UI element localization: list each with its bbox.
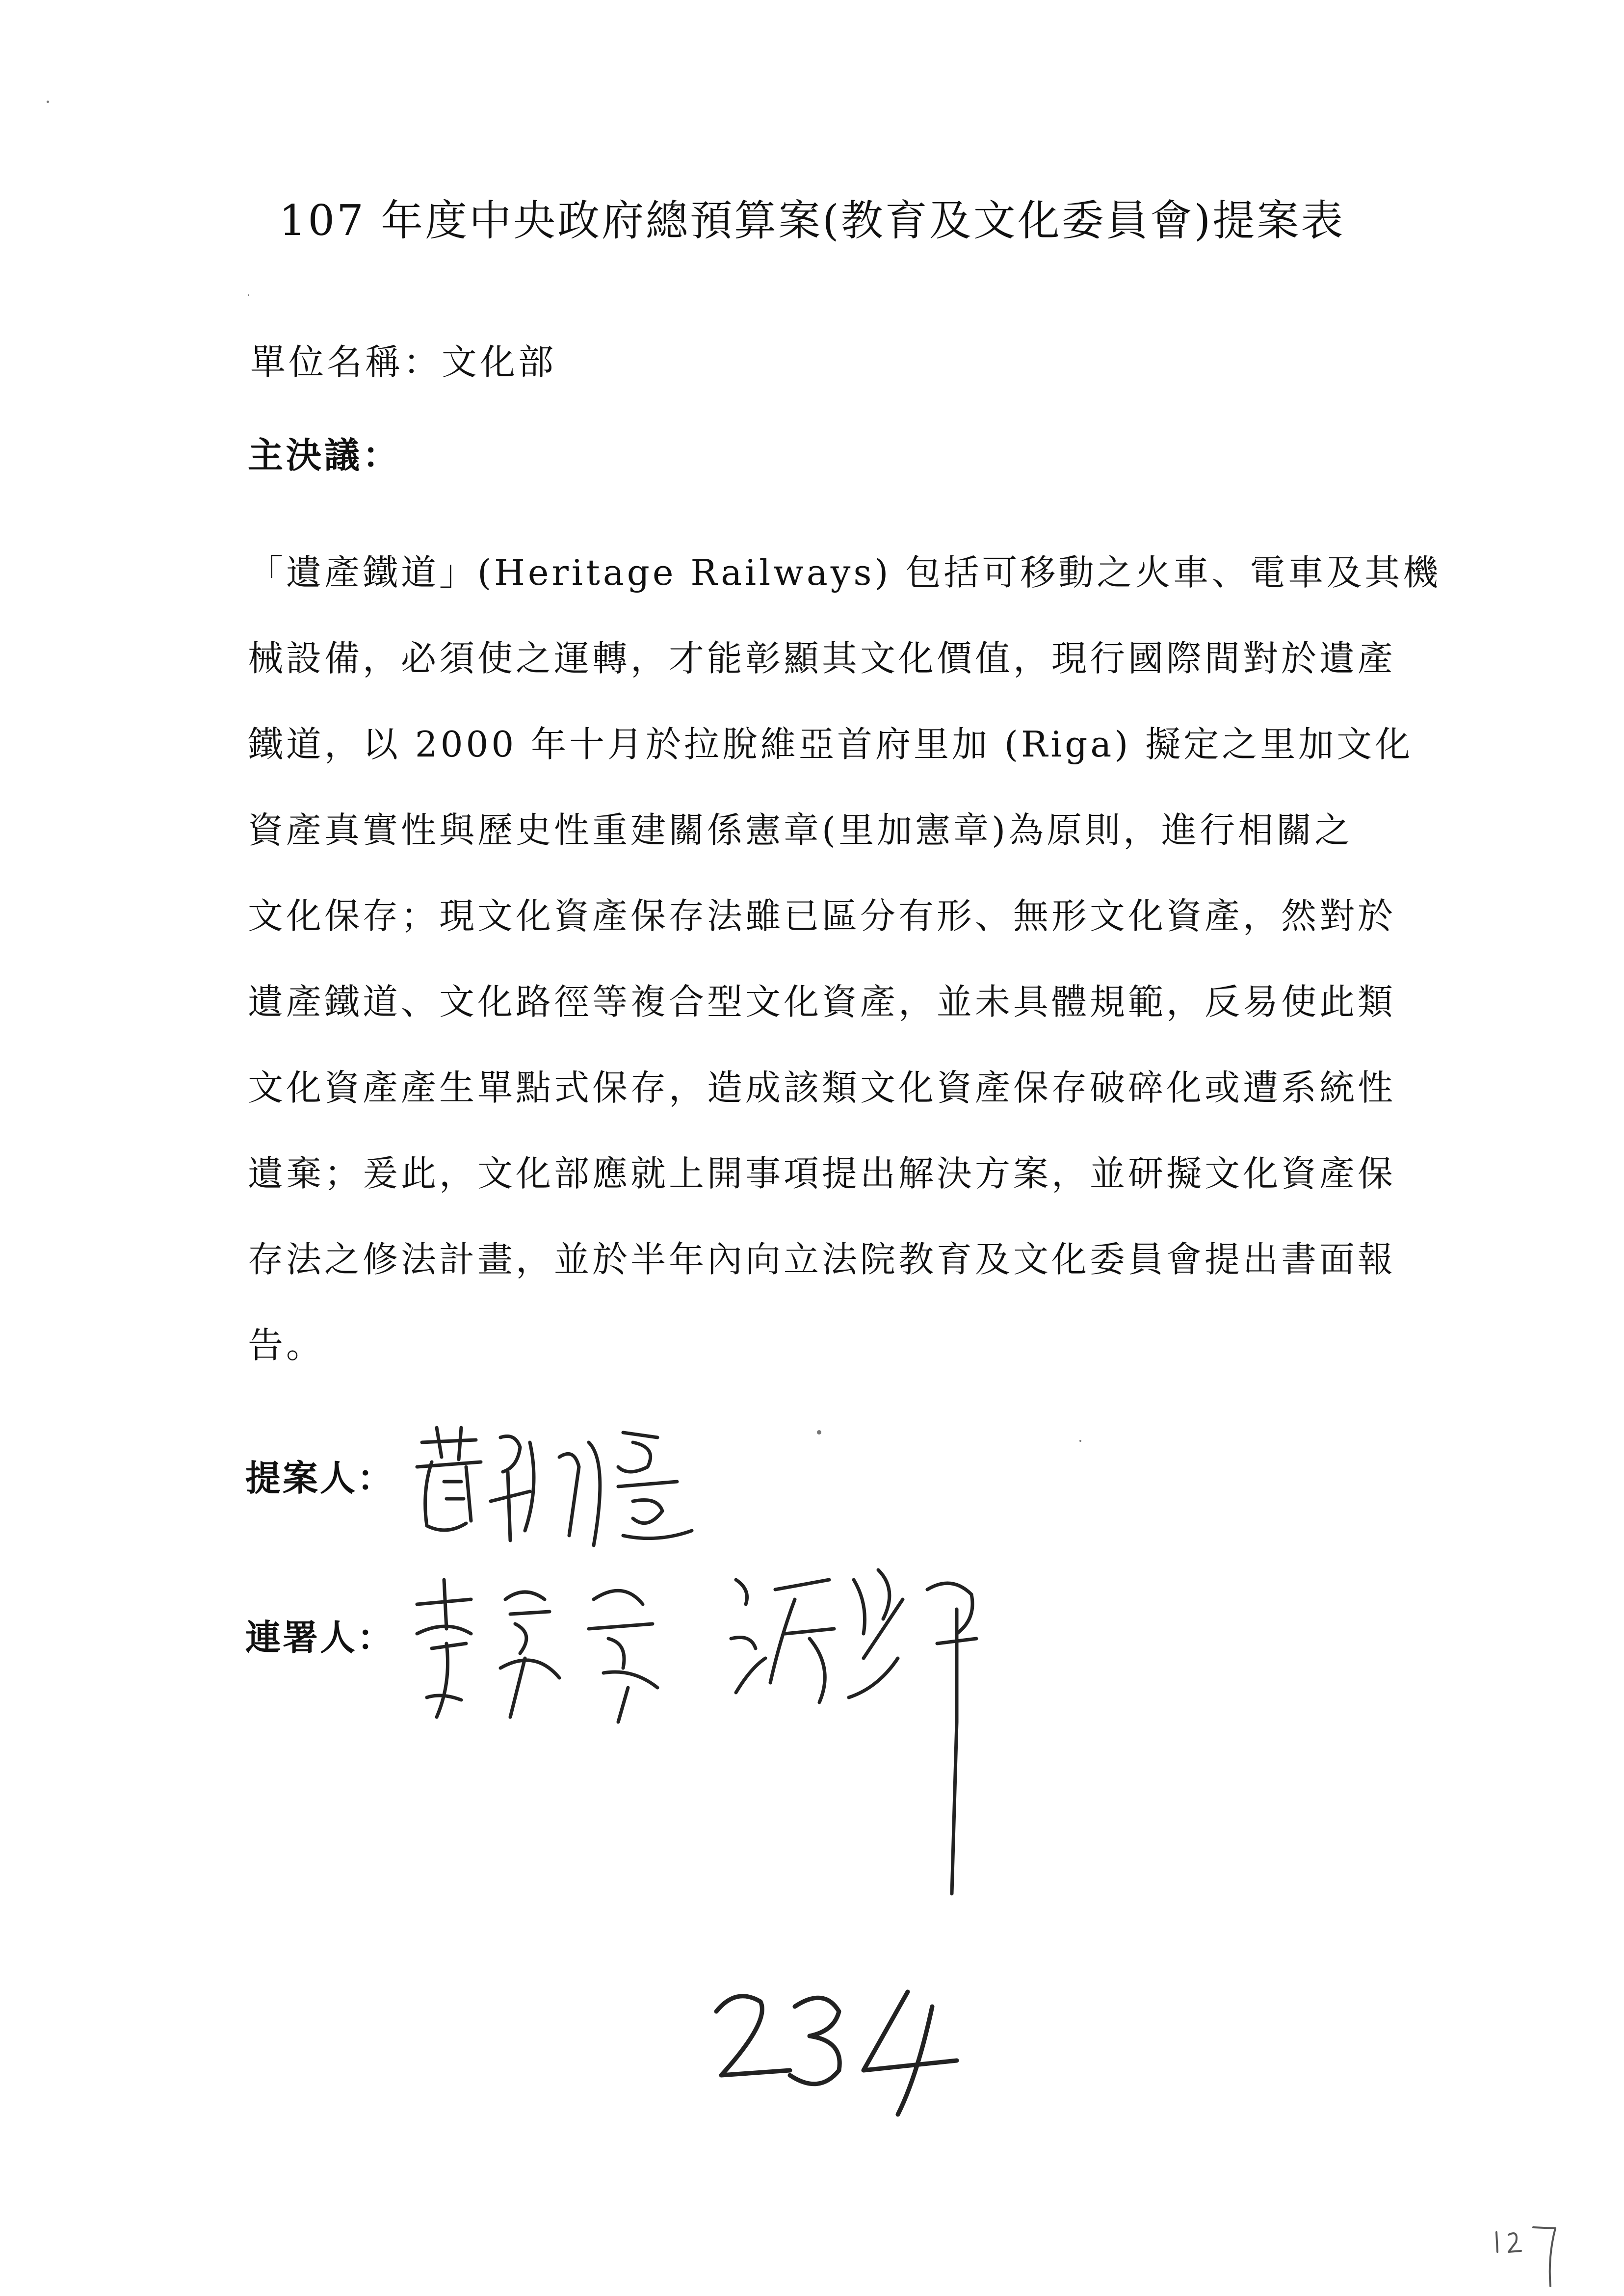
body-line: 「遺產鐵道」(Heritage Railways) 包括可移動之火車、電車及其機 [248,552,1441,593]
scan-speck [248,294,249,296]
resolution-heading: 主決議： [248,435,401,476]
body-line: 遺產鐵道、文化路徑等複合型文化資產，並未具體規範，反易使此類 [248,981,1396,1022]
scan-speck [47,101,49,103]
resolution-body [248,530,1441,1388]
body-line: 告。 [248,1325,325,1366]
body-line: 資產真實性與歷史性重建關係憲章(里加憲章)為原則，進行相關之 [248,809,1353,851]
corner-mark [1487,2218,1575,2291]
cosigner-signature [721,1560,996,1894]
cosigner-signature [397,1570,692,1732]
unit-name-line: 單位名稱：文化部 [250,341,557,383]
body-line: 械設備，必須使之運轉，才能彰顯其文化價值，現行國際間對於遺產 [248,638,1396,679]
proposer-signature [402,1413,707,1560]
scan-speck [817,1430,821,1435]
body-line: 鐵道，以 2000 年十月於拉脫維亞首府里加 (Riga) 擬定之里加文化 [248,724,1414,765]
body-line: 文化保存；現文化資產保存法雖已區分有形、無形文化資產，然對於 [248,895,1396,937]
body-line: 文化資產產生單點式保存，造成該類文化資產保存破碎化或遭系統性 [248,1067,1396,1108]
handwritten-page-number [702,1977,976,2124]
scan-speck [1079,1440,1081,1442]
body-line: 遺棄；爰此，文化部應就上開事項提出解決方案，並研擬文化資產保 [248,1153,1396,1194]
cosigner-label: 連署人： [245,1617,395,1658]
body-line: 存法之修法計畫，並於半年內向立法院教育及文化委員會提出書面報 [248,1239,1396,1280]
document-title: 107 年度中央政府總預算案(教育及文化委員會)提案表 [279,196,1345,245]
proposer-label: 提案人： [245,1458,395,1499]
